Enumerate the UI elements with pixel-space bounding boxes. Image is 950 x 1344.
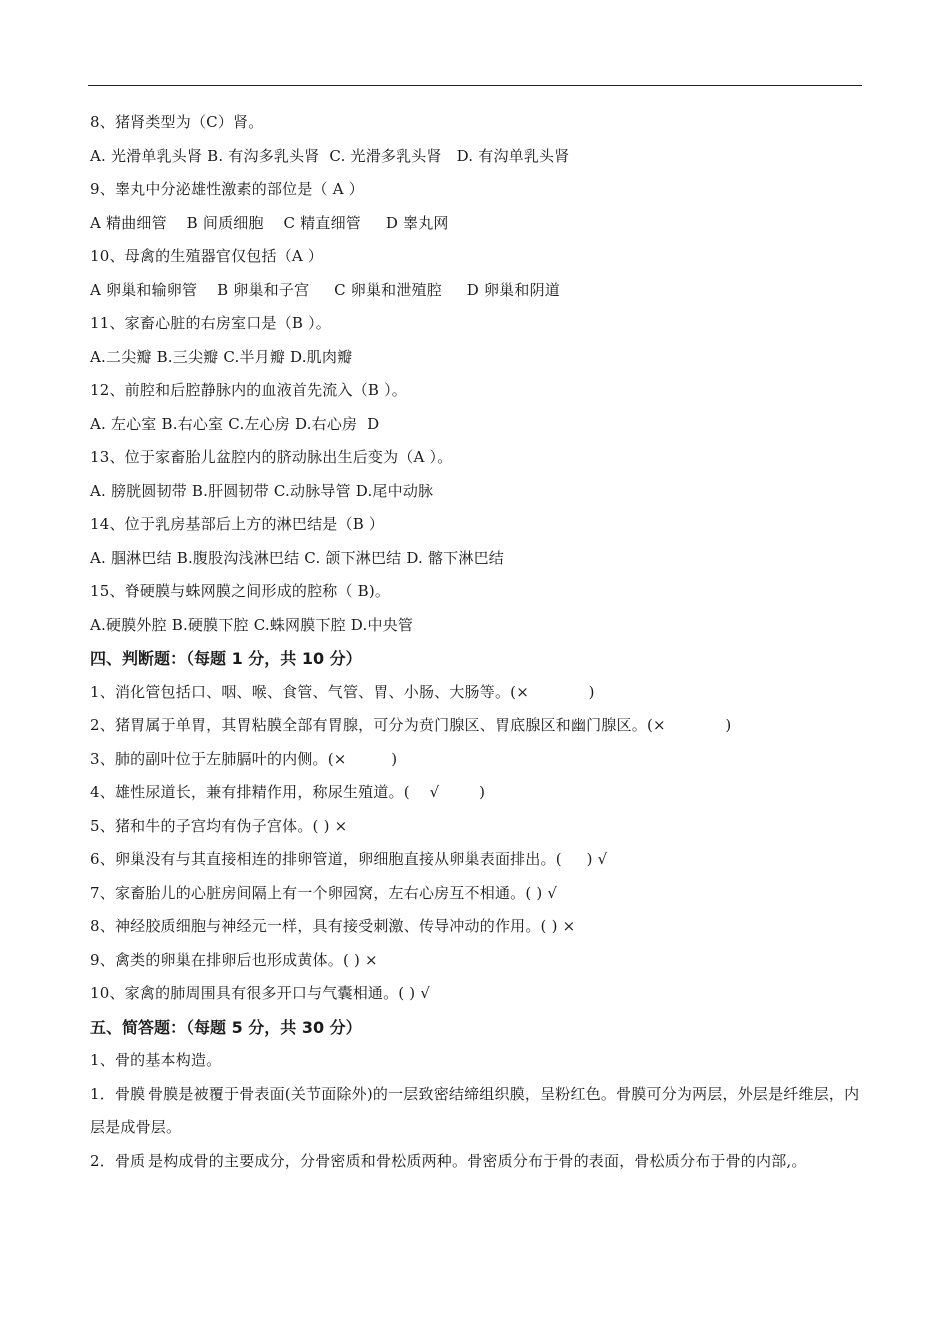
question-text: 15、脊硬膜与蛛网膜之间形成的腔称（ B)。 bbox=[90, 582, 391, 600]
document-body bbox=[90, 106, 862, 1178]
options-text: A.二尖瓣 B.三尖瓣 C.半月瓣 D.肌肉瓣 bbox=[90, 347, 353, 366]
answer-text: 是构成骨的主要成分，分骨密质和骨松质两种。骨密质分布于骨的表面，骨松质分布于骨的内部,。 bbox=[148, 1151, 807, 1170]
answer-term: 1．骨膜 bbox=[90, 1084, 146, 1103]
judgment-item: 6、卵巢没有与其直接相连的排卵管道，卵细胞直接从卵巢表面排出。( ) √ bbox=[90, 850, 608, 868]
answer-text: 骨膜是被覆于骨表面(关节面除外)的一层致密结缔组织膜，呈粉红色。骨膜可分为两层，外层是纤维层，内层是成骨层。 bbox=[90, 1084, 860, 1136]
judgment-item: 8、神经胶质细胞与神经元一样，具有接受刺激、传导冲动的作用。( ) × bbox=[90, 917, 576, 935]
question-text: 9、睾丸中分泌雄性激素的部位是（ A ） bbox=[90, 180, 364, 198]
short-answer-question: 1、骨的基本构造。 bbox=[90, 1051, 222, 1069]
judgment-item: 3、肺的副叶位于左肺膈叶的内侧。(× ) bbox=[90, 749, 398, 768]
options-text: A 卵巢和输卵管 B 卵巢和子宫 C 卵巢和泄殖腔 D 卵巢和阴道 bbox=[90, 280, 560, 299]
judgment-item: 9、禽类的卵巢在排卵后也形成黄体。( ) × bbox=[90, 950, 378, 969]
answer-paragraph bbox=[90, 1078, 862, 1145]
options-text: A.硬膜外腔 B.硬膜下腔 C.蛛网膜下腔 D.中央管 bbox=[90, 615, 414, 634]
judgment-item: 5、猪和牛的子宫均有伪子宫体。( ) × bbox=[90, 816, 348, 835]
question-text: 11、家畜心脏的右房室口是（B ）。 bbox=[90, 314, 331, 332]
question-text: 14、位于乳房基部后上方的淋巴结是（B ） bbox=[90, 515, 385, 533]
judgment-item: 10、家禽的肺周围具有很多开口与气囊相通。( ) √ bbox=[90, 984, 431, 1002]
options-text: A. 左心室 B.右心室 C.左心房 D.右心房 D bbox=[90, 414, 380, 433]
options-text: A. 光滑单乳头肾 B. 有沟多乳头肾 C. 光滑多乳头肾 D. 有沟单乳头肾 bbox=[90, 146, 570, 165]
judgment-item: 2、猪胃属于单胃，其胃粘膜全部有胃腺，可分为贲门腺区、胃底腺区和幽门腺区。(× ) bbox=[90, 716, 732, 734]
judgment-item: 1、消化管包括口、咽、喉、食管、气管、胃、小肠、大肠等。(× ) bbox=[90, 682, 595, 701]
judgment-item: 4、雄性尿道长，兼有排精作用，称尿生殖道。( √ ) bbox=[90, 783, 486, 801]
header-rule bbox=[88, 85, 862, 86]
options-text: A. 腘淋巴结 B.腹股沟浅淋巴结 C. 颌下淋巴结 D. 髂下淋巴结 bbox=[90, 548, 504, 567]
options-text: A 精曲细管 B 间质细胞 C 精直细管 D 睾丸网 bbox=[90, 213, 449, 232]
question-text: 8、猪肾类型为（C）肾。 bbox=[90, 113, 264, 131]
answer-term: 2．骨质 bbox=[90, 1151, 146, 1170]
section-heading-short-answer: 五、简答题：（每题 5 分，共 30 分） bbox=[90, 1017, 362, 1037]
question-text: 13、位于家畜胎儿盆腔内的脐动脉出生后变为（A ）。 bbox=[90, 448, 453, 466]
answer-paragraph bbox=[90, 1145, 862, 1179]
question-text: 10、母禽的生殖器官仅包括（A ） bbox=[90, 247, 324, 265]
section-heading-judgment: 四、判断题：（每题 1 分，共 10 分） bbox=[90, 649, 362, 668]
question-text: 12、前腔和后腔静脉内的血液首先流入（B ）。 bbox=[90, 381, 407, 399]
options-text: A. 膀胱圆韧带 B.肝圆韧带 C.动脉导管 D.尾中动脉 bbox=[90, 481, 434, 500]
judgment-item: 7、家畜胎儿的心脏房间隔上有一个卵园窝，左右心房互不相通。( ) √ bbox=[90, 883, 558, 902]
